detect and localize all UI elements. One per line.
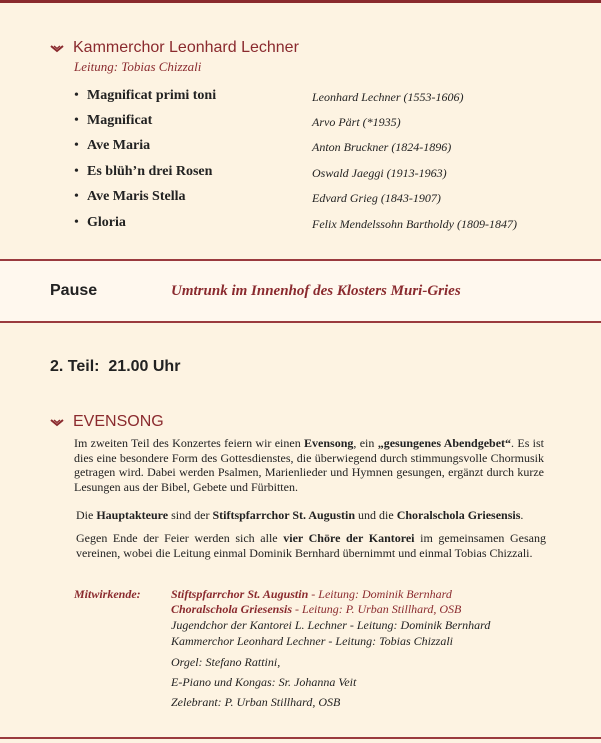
pause-label: Pause [50,282,98,299]
program-item [74,189,574,209]
program-item [74,113,574,133]
part-heading [50,358,180,376]
piece-title: Es blüh’n drei Rosen [87,164,213,179]
performer-line [171,587,452,602]
text-run: Im zweiten Teil des Konzertes feiern wir einen [74,436,305,450]
piece-title: Ave Maris Stella [87,189,186,204]
text-run-bold: „gesungenes Abendgebet“ [377,436,512,450]
program-item [74,215,574,235]
ornament-icon [50,418,64,428]
piece-composer: Arvo Pärt (*1935) [312,115,401,129]
piece-composer: Oswald Jaeggi (1913-1963) [312,166,447,180]
text-run: sind der [168,508,213,522]
bullet: • [74,215,79,230]
text-run: , ein [353,436,378,450]
program-item [74,88,574,108]
text-run: . [520,508,524,522]
piece-composer: Leonhard Lechner (1553-1606) [312,90,464,104]
text-run-bold: Hauptakteure [96,508,169,522]
piece-title: Ave Maria [87,138,151,153]
text-run-bold: Choralschola Griesensis [396,508,521,522]
pause-text: Umtrunk im Innenhof des Klosters Muri-Gries [171,283,461,299]
choir-title: Kammerchor Leonhard Lechner [73,39,299,56]
piece-title: Magnificat primi toni [87,88,217,103]
evensong-paragraph-3 [76,531,546,560]
bullet: • [74,138,79,153]
text-run-bold: Stiftspfarrchor St. Augustin [212,508,356,522]
piece-title: Gloria [87,215,126,230]
performer-line: Orgel: Stefano Rattini, [171,655,281,669]
piece-composer: Felix Mendelssohn Bartholdy (1809-1847) [312,217,517,231]
performer-role: - Leitung: Dominik Bernhard [308,587,452,601]
part-time: 21.00 Uhr [108,358,181,375]
performer-line: Kammerchor Leonhard Lechner - Leitung: Tobias Chizzali [171,634,454,648]
program-item [74,138,574,158]
top-rule [0,0,601,3]
mitwirkende-label: Mitwirkende: [74,587,141,601]
bullet: • [74,88,79,103]
bullet: • [74,113,79,128]
performer-line: Zelebrant: P. Urban Stillhard, OSB [171,695,341,709]
performer-line: Jugendchor der Kantorei L. Lechner - Leitung: Dominik Bernhard [171,618,491,632]
text-run: Gegen Ende der Feier werden sich alle [76,531,284,545]
text-run: Die [76,508,97,522]
text-run-bold: Evensong [304,436,354,450]
text-run-bold: vier Chöre der Kantorei [283,531,415,545]
bullet: • [74,189,79,204]
text-run: und die [355,508,397,522]
performer-line: E-Piano und Kongas: Sr. Johanna Veit [171,675,357,689]
piece-title: Magnificat [87,113,153,128]
performer-role: - Leitung: P. Urban Stillhard, OSB [292,602,462,616]
ornament-icon [50,44,64,54]
part-label: 2. Teil: [50,358,100,375]
evensong-paragraph-2 [76,508,546,523]
performer-name: Stiftspfarrchor St. Augustin [171,587,309,601]
choir-leitung: Leitung: Tobias Chizzali [74,59,202,74]
section-divider [0,321,601,323]
performer-name: Choralschola Griesensis [171,602,293,616]
bottom-rule [0,737,601,739]
text-run: im gemeinsamen Gesang vereinen, wobei die Leitung einmal Dominik Bernhard übernimmt und einmal Tobias Chizzali. [76,531,546,560]
performer-line [171,602,461,617]
text-run: . Es ist dies eine besondere Form des Gottesdienstes, die überwiegend durch stimmungsvolle Chormusik getragen wird. Dabei werden Psalmen, Marienlieder und Hymnen gesungen, ergänzt durch kurze Lesungen aus der Bibel, Gebete und Fürbitten. [74,436,545,494]
program-item [74,164,574,184]
evensong-title: EVENSONG [73,413,164,430]
piece-composer: Anton Bruckner (1824-1896) [312,140,452,154]
piece-composer: Edvard Grieg (1843-1907) [312,191,441,205]
evensong-paragraph-1 [74,436,544,494]
bullet: • [74,164,79,179]
